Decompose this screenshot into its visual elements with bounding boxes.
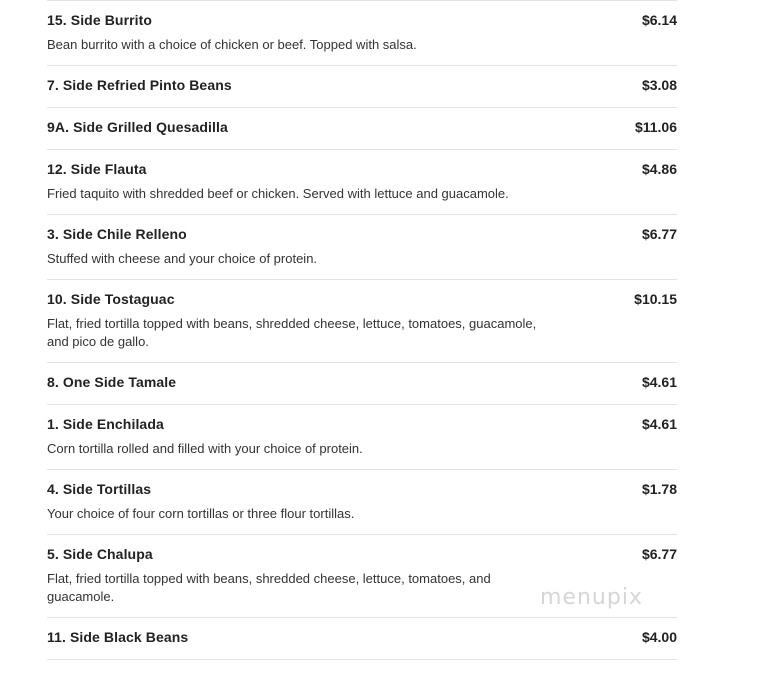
- item-description: Corn tortilla rolled and filled with your choice of protein.: [47, 441, 363, 456]
- menu-item: [47, 404, 677, 469]
- item-name: 5. Side Chalupa: [47, 546, 153, 562]
- menupix-watermark: menupix: [540, 585, 643, 610]
- menu-list: [47, 0, 677, 660]
- item-name: 10. Side Tostaguac: [47, 291, 175, 307]
- item-price: $11.06: [634, 119, 677, 135]
- item-name: 8. One Side Tamale: [47, 374, 177, 390]
- item-price: $4.61: [641, 416, 677, 432]
- menu-item: [47, 149, 677, 214]
- item-description: Bean burrito with a choice of chicken or beef. Topped with salsa.: [47, 37, 417, 52]
- menu-item: [47, 617, 677, 660]
- menu-item: [47, 107, 677, 149]
- item-price: $6.14: [641, 12, 677, 28]
- item-price: $4.61: [641, 374, 677, 390]
- item-name: 15. Side Burrito: [47, 12, 153, 28]
- menu-item: [47, 279, 677, 362]
- menu-item: [47, 0, 677, 65]
- item-description: Flat, fried tortilla topped with beans, shredded cheese, lettuce, tomatoes, and guacamole.: [47, 571, 491, 604]
- item-name: 1. Side Enchilada: [47, 416, 164, 432]
- item-name: 12. Side Flauta: [47, 161, 147, 177]
- item-price: $1.78: [641, 481, 677, 497]
- item-price: $3.08: [641, 77, 677, 93]
- item-price: $10.15: [634, 291, 677, 307]
- menu-item: [47, 214, 677, 279]
- menu-item: [47, 534, 677, 617]
- item-price: $6.77: [641, 226, 677, 242]
- item-name: 9A. Side Grilled Quesadilla: [47, 119, 228, 135]
- menu-item: [47, 469, 677, 534]
- item-price: $4.00: [641, 629, 677, 645]
- item-description: Fried taquito with shredded beef or chicken. Served with lettuce and guacamole.: [47, 186, 509, 201]
- item-description: Flat, fried tortilla topped with beans, shredded cheese, lettuce, tomatoes, guacamole, and pico de gallo.: [47, 316, 537, 349]
- item-name: 3. Side Chile Relleno: [47, 226, 187, 242]
- item-description: Stuffed with cheese and your choice of protein.: [47, 251, 318, 266]
- item-name: 11. Side Black Beans: [47, 629, 189, 645]
- item-name: 7. Side Refried Pinto Beans: [47, 77, 232, 93]
- item-price: $4.86: [641, 161, 677, 177]
- menu-item: [47, 362, 677, 404]
- item-description: Your choice of four corn tortillas or three flour tortillas.: [47, 506, 355, 521]
- item-name: 4. Side Tortillas: [47, 481, 152, 497]
- menu-item: [47, 65, 677, 107]
- item-price: $6.77: [641, 546, 677, 562]
